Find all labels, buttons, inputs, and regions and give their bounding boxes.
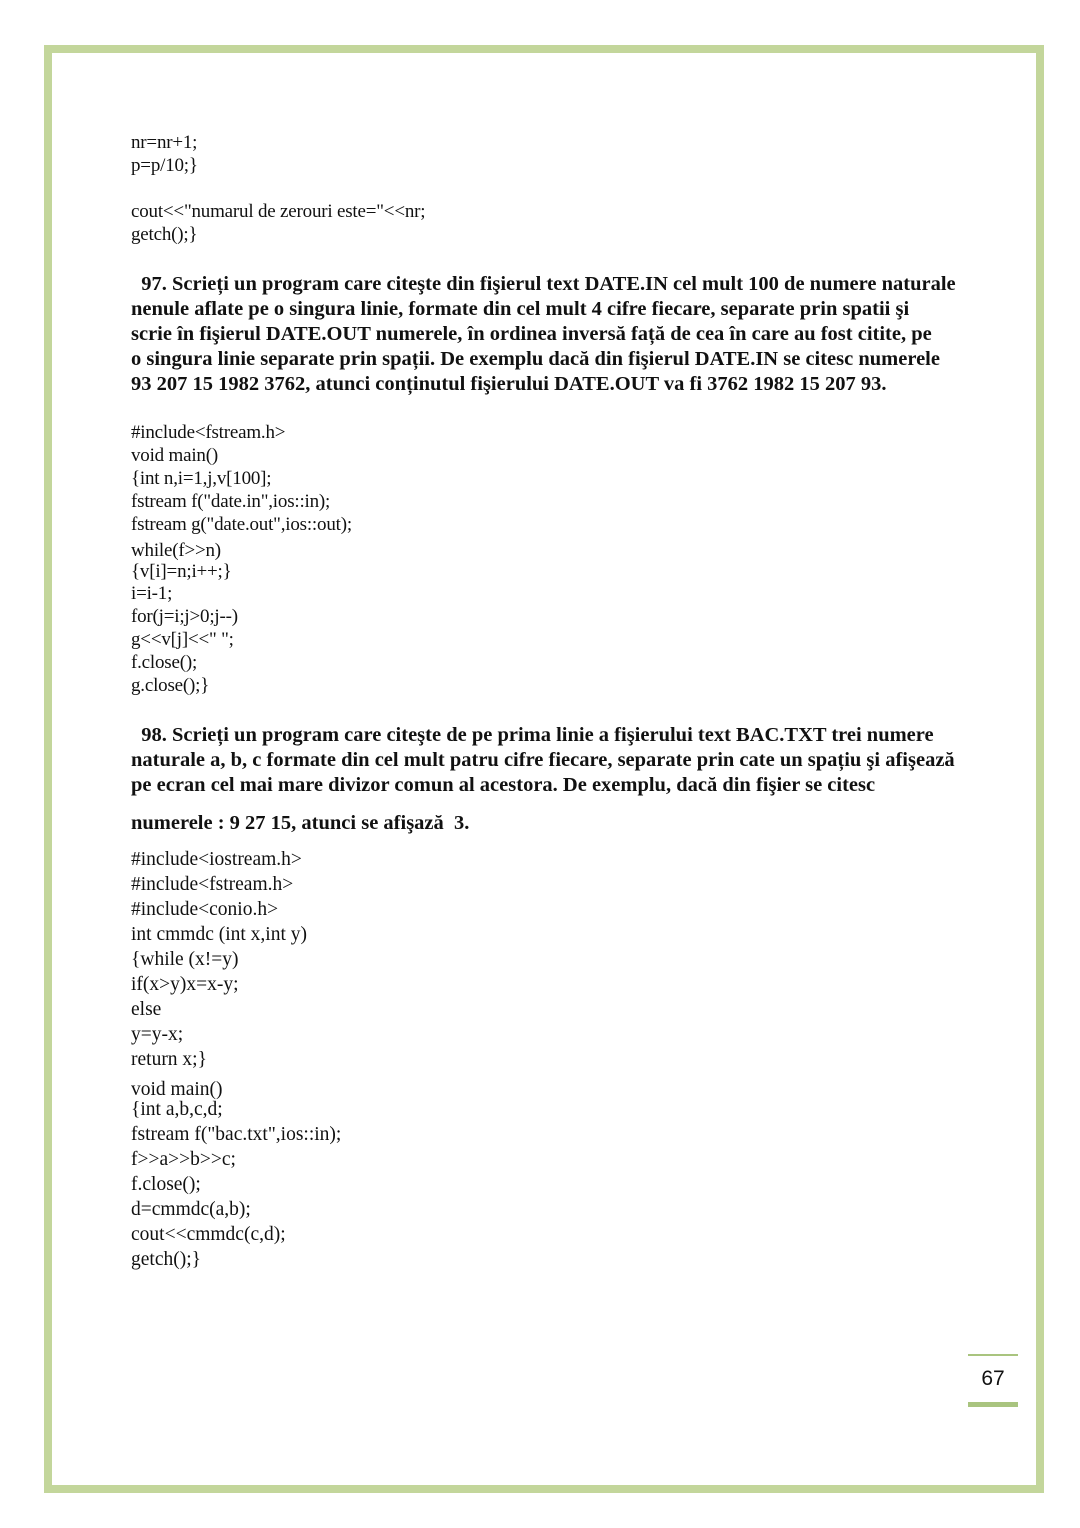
code-line: f.close();: [131, 1174, 201, 1195]
code-line: fstream f("bac.txt",ios::in);: [131, 1124, 342, 1145]
code-line: fstream f("date.in",ios::in);: [131, 491, 331, 512]
code-line: for(j=i;j>0;j--): [131, 606, 238, 627]
problem-97-line: 97. Scrieți un program care citeşte din fişierul text DATE.IN cel mult 100 de numere naturale: [131, 273, 956, 295]
problem-97-line: o singura linie separate prin spații. De exemplu dacă din fişierul DATE.IN se citesc numerele: [131, 348, 940, 370]
problem-98-line: numerele : 9 27 15, atunci se afişază 3.: [131, 812, 470, 834]
code-line: while(f>>n): [131, 540, 221, 561]
problem-97-line: nenule aflate pe o singura linie, formate din cel mult 4 cifre fiecare, separate prin spatii şi: [131, 298, 910, 320]
code-line: cout<<cmmdc(c,d);: [131, 1224, 286, 1245]
code-line: void main(): [131, 1079, 223, 1100]
code-line: y=y-x;: [131, 1024, 184, 1045]
problem-98-line: pe ecran cel mai mare divizor comun al acestora. De exemplu, dacă din fişier se citesc: [131, 774, 876, 796]
code-line: {int a,b,c,d;: [131, 1099, 223, 1120]
code-line: cout<<"numarul de zerouri este="<<nr;: [131, 201, 426, 222]
problem-98-line: 98. Scrieți un program care citeşte de pe prima linie a fişierului text BAC.TXT trei numere: [131, 724, 934, 746]
code-line: #include<conio.h>: [131, 899, 279, 920]
page-number: 67: [968, 1354, 1018, 1407]
code-line: g.close();}: [131, 675, 210, 696]
code-line: #include<fstream.h>: [131, 422, 286, 443]
problem-97-line: scrie în fişierul DATE.OUT numerele, în ordinea inversă față de cea în care au fost citite, pe: [131, 323, 932, 345]
code-line: return x;}: [131, 1049, 207, 1070]
problem-97-line: 93 207 15 1982 3762, atunci conținutul fişierului DATE.OUT va fi 3762 1982 15 207 93.: [131, 373, 887, 395]
code-line: d=cmmdc(a,b);: [131, 1199, 251, 1220]
code-line: int cmmdc (int x,int y): [131, 924, 308, 945]
code-line: {int n,i=1,j,v[100];: [131, 468, 272, 489]
code-line: if(x>y)x=x-y;: [131, 974, 239, 995]
code-line: #include<iostream.h>: [131, 849, 302, 870]
code-line: getch();}: [131, 1249, 201, 1270]
code-line: f.close();: [131, 652, 198, 673]
code-line: #include<fstream.h>: [131, 874, 294, 895]
code-line: {v[i]=n;i++;}: [131, 561, 232, 582]
code-line: i=i-1;: [131, 583, 173, 604]
code-line: getch();}: [131, 224, 198, 245]
code-line: else: [131, 999, 162, 1020]
code-line: {while (x!=y): [131, 949, 239, 970]
code-line: p=p/10;}: [131, 155, 198, 176]
problem-98-line: naturale a, b, c formate din cel mult patru cifre fiecare, separate prin cate un spațiu şi afişează: [131, 749, 955, 771]
code-line: f>>a>>b>>c;: [131, 1149, 236, 1170]
code-line: nr=nr+1;: [131, 132, 198, 153]
code-line: void main(): [131, 445, 218, 466]
code-line: g<<v[j]<<" ";: [131, 629, 234, 650]
code-line: fstream g("date.out",ios::out);: [131, 514, 352, 535]
